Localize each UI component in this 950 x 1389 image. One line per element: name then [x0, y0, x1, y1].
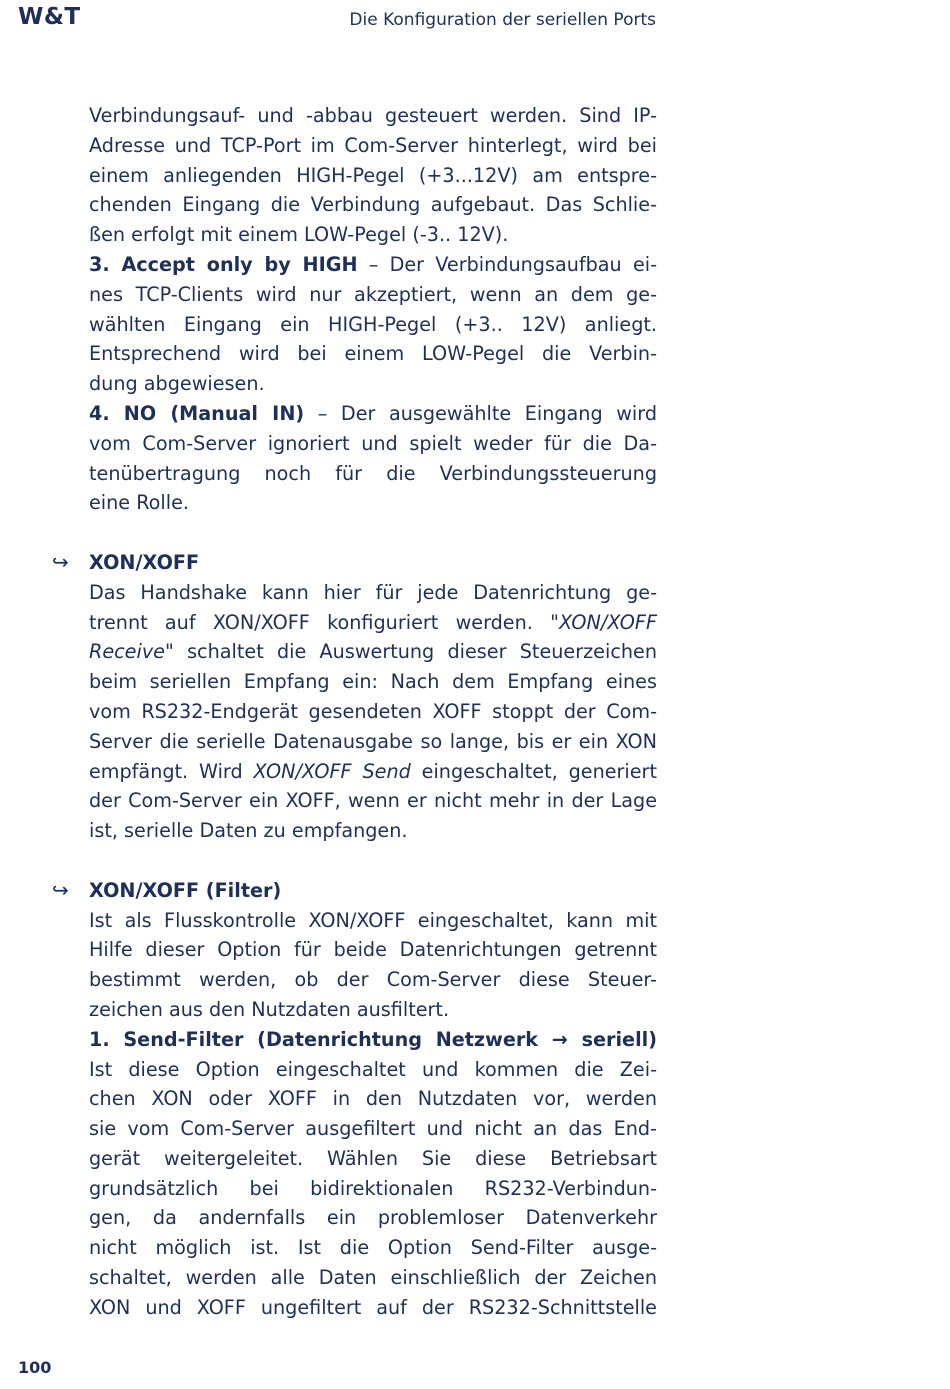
text-line: sie vom Com-Server ausgefiltert und nicht an das End-	[89, 1117, 657, 1141]
text-line: eine Rolle.	[89, 491, 189, 515]
paragraph-intro	[89, 101, 657, 250]
text-line: gerät weitergeleitet. Wählen Sie diese Betriebsart	[89, 1146, 657, 1170]
section-xon-xoff	[52, 548, 657, 846]
text-line: bestimmt werden, ob der Com-Server diese Steuer-	[89, 968, 657, 992]
text-line: Ist als Flusskontrolle XON/XOFF eingeschaltet, kann mit	[89, 908, 657, 932]
text-line: zeichen aus den Nutzdaten ausfiltert.	[89, 997, 450, 1021]
text-line: empfängt. Wird XON/XOFF Send eingeschaltet, generiert	[89, 759, 657, 783]
text-line: dung abgewiesen.	[89, 372, 265, 396]
text-line: Server die serielle Datenausgabe so lange, bis er ein XON	[89, 729, 657, 753]
text-line: tenübertragung noch für die Verbindungssteuerung	[89, 461, 657, 485]
text-line: chen XON oder XOFF in den Nutzdaten vor, werden	[89, 1087, 657, 1111]
section-title: XON/XOFF	[89, 550, 200, 574]
text-line: gen, da andernfalls ein problemloser Datenverkehr	[89, 1206, 657, 1230]
text-line: vom Com-Server ignoriert und spielt weder für die Da-	[89, 431, 657, 455]
text-line: 4. NO (Manual IN) – Der ausgewählte Eingang wird	[89, 401, 657, 425]
section-title: XON/XOFF (Filter)	[89, 878, 282, 902]
text-line: grundsätzlich bei bidirektionalen RS232-Verbindun-	[89, 1176, 657, 1200]
text-line: Hilfe dieser Option für beide Datenrichtungen getrennt	[89, 938, 657, 962]
text-line: ßen erfolgt mit einem LOW-Pegel (-3.. 12V).	[89, 223, 509, 247]
text-line: schaltet, werden alle Daten einschließlich der Zeichen	[89, 1266, 657, 1290]
text-line: der Com-Server ein XOFF, wenn er nicht mehr in der Lage	[89, 789, 657, 813]
option-item-3	[89, 250, 657, 399]
text-line: nicht möglich ist. Ist die Option Send-Filter ausge-	[89, 1236, 657, 1260]
section-heading	[52, 548, 657, 578]
section-heading	[52, 876, 657, 906]
text-line: Adresse und TCP-Port im Com-Server hinterlegt, wird bei	[89, 133, 657, 157]
option-label: 4. NO (Manual IN)	[89, 401, 305, 425]
text-line: Entsprechend wird bei einem LOW-Pegel die Verbin-	[89, 342, 657, 366]
hook-arrow-icon: ↪	[52, 549, 69, 574]
text-line: beim seriellen Empfang ein: Nach dem Empfang eines	[89, 670, 657, 694]
page-body	[52, 101, 657, 1323]
text-line: ist, serielle Daten zu empfangen.	[89, 819, 408, 843]
text-line: wählten Eingang ein HIGH-Pegel (+3.. 12V) anliegt.	[89, 312, 657, 336]
subsection-title: 1. Send-Filter (Datenrichtung Netzwerk → seriell)	[89, 1027, 657, 1051]
text-line: nes TCP-Clients wird nur akzeptiert, wenn an dem ge-	[89, 282, 657, 306]
text-line: Das Handshake kann hier für jede Datenrichtung ge-	[89, 580, 657, 604]
text-line: chenden Eingang die Verbindung aufgebaut. Das Schlie-	[89, 193, 657, 217]
text-line: vom RS232-Endgerät gesendeten XOFF stoppt der Com-	[89, 699, 657, 723]
text-line: Verbindungsauf- und -abbau gesteuert werden. Sind IP-	[89, 104, 657, 127]
option-item-4	[89, 399, 657, 518]
option-label: 3. Accept only by HIGH	[89, 252, 358, 276]
section-xon-xoff-filter	[52, 876, 657, 1323]
text-line: einem anliegenden HIGH-Pegel (+3...12V) am entspre-	[89, 163, 657, 187]
text-line: Ist diese Option eingeschaltet und kommen die Zei-	[89, 1057, 657, 1081]
running-header-title: Die Konfiguration der seriellen Ports	[349, 10, 656, 30]
hook-arrow-icon: ↪	[52, 877, 69, 902]
text-line: 3. Accept only by HIGH – Der Verbindungsaufbau ei-	[89, 252, 657, 276]
brand-logo: W&T	[18, 4, 81, 30]
text-line: XON und XOFF ungefiltert auf der RS232-Schnittstelle	[89, 1295, 657, 1319]
text-line: Receive" schaltet die Auswertung dieser Steuerzeichen	[89, 640, 657, 664]
text-line: trennt auf XON/XOFF konfiguriert werden. "XON/XOFF	[89, 610, 657, 634]
page-number: 100	[18, 1358, 52, 1377]
